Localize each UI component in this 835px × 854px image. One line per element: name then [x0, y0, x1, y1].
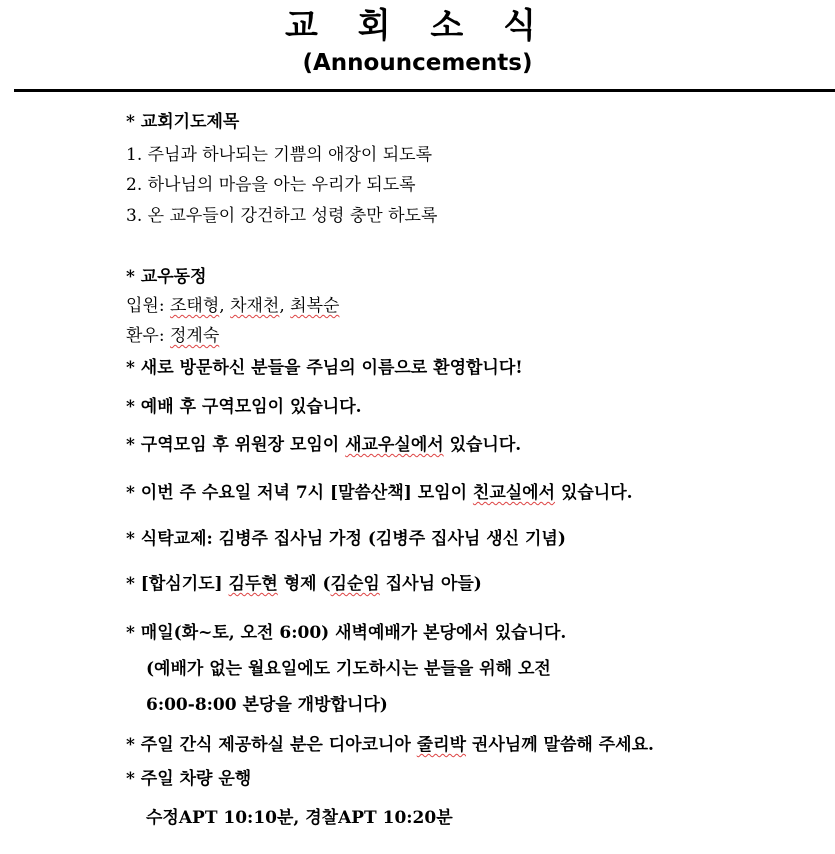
notice-shuttle-times: 수정APT 10:10분, 경찰APT 10:20분 [146, 808, 453, 828]
member-name: 정계숙 [169, 326, 220, 346]
header-divider [14, 89, 835, 92]
notice-district-meeting: * 예배 후 구역모임이 있습니다. [126, 397, 362, 417]
notice-welcome: * 새로 방문하신 분들을 주님의 이름으로 환영합니다! [126, 358, 523, 378]
member-name: 조태형 [169, 296, 220, 316]
admitted-label: 입원: [126, 296, 170, 316]
place-name: 친교실에서 [472, 483, 556, 503]
notice-dawn-service-note: 6:00-8:00 본당을 개방합니다) [146, 695, 388, 715]
place-name: 새교우실에서 [345, 435, 444, 455]
prayer-heading: * 교회기도제목 [126, 112, 240, 132]
notice-shuttle-heading: * 주일 차량 운행 [126, 769, 252, 789]
prayer-item: 1. 주님과 하나되는 기쁨의 애장이 되도록 [126, 145, 432, 165]
prayer-item: 2. 하나님의 마음을 아는 우리가 되도록 [126, 175, 416, 195]
notice-fellowship: * 식탁교제: 김병주 집사님 가정 (김병주 집사님 생신 기념) [126, 529, 566, 549]
notice-committee: * 구역모임 후 위원장 모임이 새교우실에서 있습니다. [126, 435, 522, 455]
notice-bible-study: * 이번 주 수요일 저녁 7시 [말씀산책] 모임이 친교실에서 있습니다. [126, 483, 633, 503]
notice-dawn-service: * 매일(화~토, 오전 6:00) 새벽예배가 본당에서 있습니다. [126, 623, 567, 643]
prayer-item: 3. 온 교우들이 강건하고 성령 충만 하도록 [126, 206, 438, 226]
person-name: 김두현 [228, 574, 278, 594]
person-name: 줄리박 [416, 735, 467, 755]
sick-line [126, 324, 219, 348]
admitted-line: 입원: 조태형, 차재천, 최복순 [126, 296, 340, 316]
notice-dawn-service-note: (예배가 없는 월요일에도 기도하시는 분들을 위해 오전 [146, 659, 551, 679]
sick-label: 환우: [126, 326, 170, 346]
page-title: 교 회 소 식 [285, 6, 550, 46]
notice-snack: * 주일 간식 제공하실 분은 디아코니아 줄리박 권사님께 말씀해 주세요. [126, 735, 654, 755]
notice-prayer-request: * [합심기도] 김두현 형제 (김순임 집사님 아들) [126, 574, 482, 594]
page-subtitle: (Announcements) [302, 50, 533, 76]
members-heading: * 교우동정 [126, 267, 207, 287]
person-name: 김순임 [330, 574, 380, 594]
member-name: 최복순 [290, 296, 340, 316]
member-name: 차재천 [230, 296, 280, 316]
